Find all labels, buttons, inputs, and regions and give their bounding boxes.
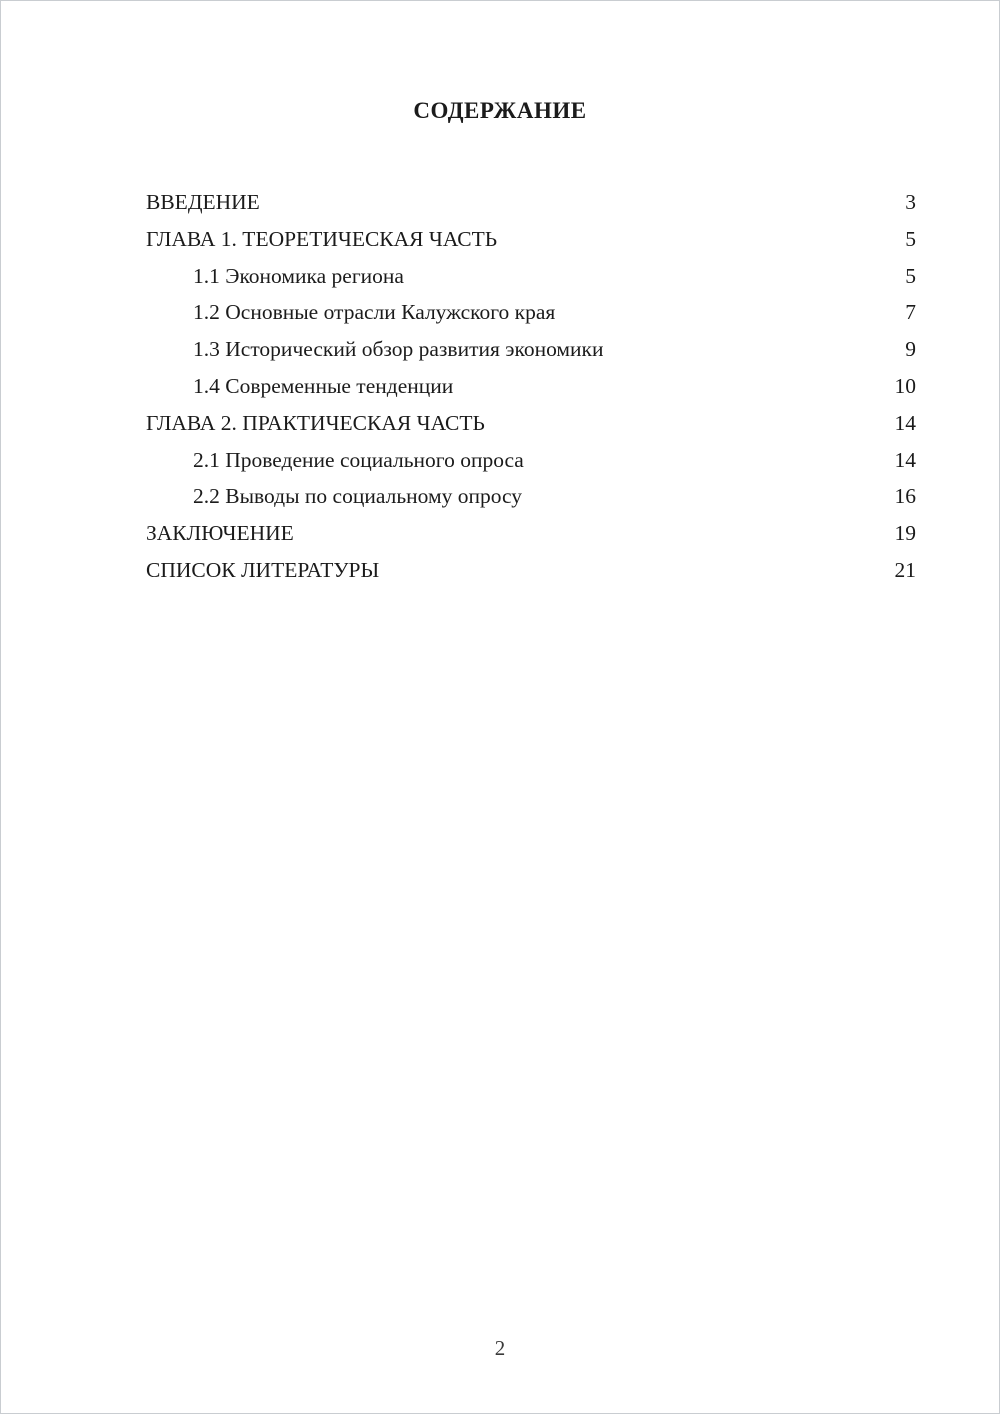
toc-entry-page: 10 bbox=[894, 373, 916, 398]
toc-entry-label: 1.1 Экономика региона bbox=[193, 263, 404, 288]
page-number: 2 bbox=[494, 1336, 506, 1360]
toc-entry-label: СПИСОК ЛИТЕРАТУРЫ bbox=[146, 557, 380, 582]
toc-entry-label: 1.4 Современные тенденции bbox=[193, 373, 454, 398]
toc-entry-label: ВВЕДЕНИЕ bbox=[146, 190, 260, 214]
toc-entry-label: 1.3 Исторический обзор развития экономики bbox=[193, 337, 604, 362]
toc-entry-label: ГЛАВА 1. ТЕОРЕТИЧЕСКАЯ ЧАСТЬ bbox=[146, 226, 498, 251]
toc-entry bbox=[146, 331, 916, 368]
toc-entry bbox=[146, 515, 916, 552]
toc-entry-page: 16 bbox=[894, 484, 916, 509]
toc-entry bbox=[146, 442, 916, 479]
toc-entry-label: 1.2 Основные отрасли Калужского края bbox=[193, 300, 556, 325]
toc-entry-page: 9 bbox=[905, 337, 916, 362]
toc-entry-label: 2.2 Выводы по социальному опросу bbox=[193, 484, 523, 509]
toc-entry bbox=[146, 221, 916, 258]
toc-entry bbox=[146, 552, 916, 589]
toc-entry-page: 5 bbox=[905, 226, 916, 251]
page-title: СОДЕРЖАНИЕ bbox=[413, 98, 587, 123]
toc-entry-page: 21 bbox=[894, 557, 916, 582]
toc-list bbox=[1, 184, 999, 589]
toc-entry-page: 19 bbox=[894, 521, 916, 546]
toc-entry bbox=[146, 294, 916, 331]
toc-entry-label: ГЛАВА 2. ПРАКТИЧЕСКАЯ ЧАСТЬ bbox=[146, 410, 485, 435]
toc-entry bbox=[146, 258, 916, 295]
toc-entry bbox=[146, 478, 916, 515]
toc-entry-page: 7 bbox=[905, 300, 916, 325]
toc-entry-page: 14 bbox=[894, 410, 916, 435]
toc-entry bbox=[146, 405, 916, 442]
toc-entry-label: ЗАКЛЮЧЕНИЕ bbox=[146, 521, 294, 546]
toc-entry bbox=[146, 368, 916, 405]
toc-entry bbox=[146, 184, 916, 221]
toc-entry-page: 5 bbox=[905, 263, 916, 288]
toc-entry-page: 3 bbox=[905, 190, 916, 214]
toc-entry-label: 2.1 Проведение социального опроса bbox=[193, 447, 524, 472]
toc-entry-page: 14 bbox=[894, 447, 916, 472]
